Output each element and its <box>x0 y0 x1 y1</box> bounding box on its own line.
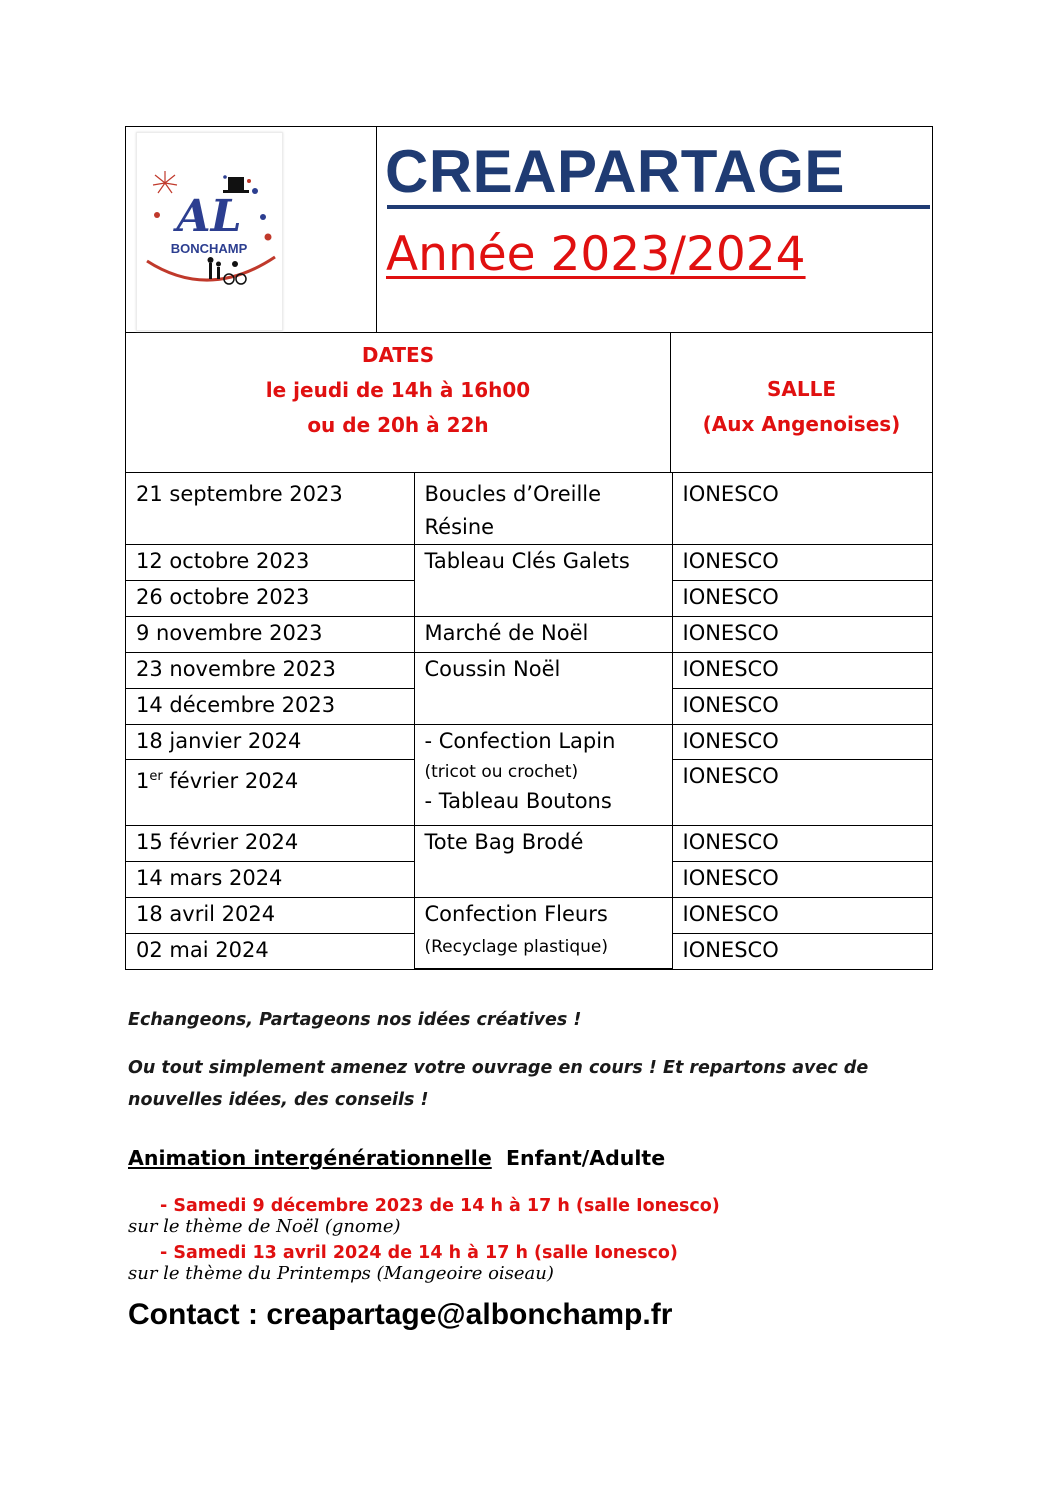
activity-cell: Coussin Noël <box>414 653 672 725</box>
season-year: Année 2023/2024 <box>386 227 806 282</box>
table-row <box>126 898 932 934</box>
event-theme: sur le thème du Printemps (Mangeoire oiseau) <box>128 1263 554 1284</box>
session-date: 23 novembre 2023 <box>126 653 414 689</box>
room-name: IONESCO <box>672 689 932 725</box>
session-date: 15 février 2024 <box>126 826 414 862</box>
activity-cell <box>414 725 672 826</box>
animation-title: Animation intergénérationnelle <box>128 1146 492 1170</box>
table-row <box>126 826 932 862</box>
event-item: - Samedi 13 avril 2024 de 14 h à 17 h (salle Ionesco) <box>160 1243 678 1263</box>
activity-name: Confection Fleurs <box>424 902 608 926</box>
al-bonchamp-logo <box>136 132 283 331</box>
dot-icon <box>252 188 258 194</box>
logo-text: BONCHAMP <box>170 241 248 256</box>
activity-name: - Confection Lapin <box>424 729 616 753</box>
room-title: SALLE <box>766 377 837 401</box>
room-name: IONESCO <box>672 862 932 898</box>
dates-title: DATES <box>361 343 435 367</box>
room-name: IONESCO <box>672 826 932 862</box>
logo-initials: AL <box>176 191 242 242</box>
table-row <box>126 473 932 545</box>
activity-cell <box>414 898 672 969</box>
contact-email[interactable]: Contact : creapartage@albonchamp.fr <box>128 1298 673 1331</box>
session-date: 18 janvier 2024 <box>126 725 414 760</box>
column-headers <box>126 333 932 473</box>
activity-detail: (Recyclage plastique) <box>424 937 609 957</box>
session-date: 14 mars 2024 <box>126 862 414 898</box>
room-name: IONESCO <box>672 581 932 617</box>
room-name: IONESCO <box>672 545 932 581</box>
footer <box>128 1010 928 1332</box>
room-header <box>671 333 932 472</box>
room-name: IONESCO <box>672 725 932 760</box>
table-row <box>126 725 932 760</box>
date-day: 1 <box>136 769 150 793</box>
session-date <box>126 760 414 826</box>
table-row <box>126 653 932 689</box>
session-date: 14 décembre 2023 <box>126 689 414 725</box>
page-title: CREAPARTAGE <box>385 138 845 205</box>
dates-evening: ou de 20h à 22h <box>307 413 489 437</box>
table-row <box>126 617 932 653</box>
session-date: 12 octobre 2023 <box>126 545 414 581</box>
room-subtitle: (Aux Angenoises) <box>702 412 901 436</box>
schedule-table <box>126 473 932 969</box>
event-theme: sur le thème de Noël (gnome) <box>128 1216 401 1237</box>
firework-icon <box>153 171 177 193</box>
date-month-year: février 2024 <box>162 769 299 793</box>
session-date: 18 avril 2024 <box>126 898 414 934</box>
activity-detail: (tricot ou crochet) <box>424 762 579 782</box>
session-date: 26 octobre 2023 <box>126 581 414 617</box>
table-row <box>126 545 932 581</box>
room-name: IONESCO <box>672 473 932 545</box>
activity-name: Boucles d’Oreille <box>424 482 602 506</box>
invitation-text: Echangeons, Partageons nos idées créatives ! <box>128 1010 582 1030</box>
session-date: 21 septembre 2023 <box>126 473 414 545</box>
invitation-text: Ou tout simplement amenez votre ouvrage en cours ! Et repartons avec de nouvelles idées, des conseils ! <box>128 1058 869 1110</box>
animation-heading <box>128 1146 928 1170</box>
session-date: 9 novembre 2023 <box>126 617 414 653</box>
session-date: 02 mai 2024 <box>126 934 414 969</box>
logo-cell <box>126 127 377 332</box>
title-underline <box>387 205 930 209</box>
activity-cell <box>414 473 672 545</box>
activity-cell: Tableau Clés Galets <box>414 545 672 617</box>
room-name: IONESCO <box>672 934 932 969</box>
dates-afternoon: le jeudi de 14h à 16h00 <box>265 378 531 402</box>
room-name: IONESCO <box>672 760 932 826</box>
schedule-frame <box>125 126 933 970</box>
title-cell <box>377 127 932 332</box>
date-ordinal: er <box>149 769 163 784</box>
activity-name: - Tableau Boutons <box>424 789 612 813</box>
room-name: IONESCO <box>672 898 932 934</box>
activity-cell: Tote Bag Brodé <box>414 826 672 898</box>
room-name: IONESCO <box>672 653 932 689</box>
animation-audience: Enfant/Adulte <box>506 1146 666 1170</box>
header <box>126 127 932 333</box>
room-name: IONESCO <box>672 617 932 653</box>
event-item: - Samedi 9 décembre 2023 de 14 h à 17 h (salle Ionesco) <box>160 1196 720 1216</box>
dates-header <box>126 333 671 472</box>
activity-name: Résine <box>424 515 495 539</box>
activity-cell: Marché de Noël <box>414 617 672 653</box>
logo-graphic <box>137 133 282 330</box>
